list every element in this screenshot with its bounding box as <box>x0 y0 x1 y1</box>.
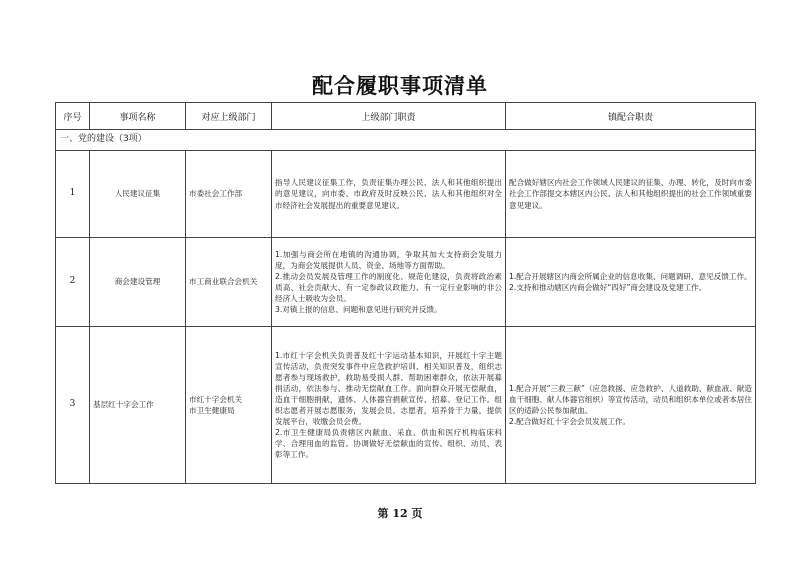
item-name: 商会建设管理 <box>90 238 186 327</box>
header-seq: 序号 <box>56 103 90 130</box>
duty-paragraph: 指导人民建议征集工作，负责征集办理公民、法人和其他组织提出的意见建议，向市委、市政府及时反映公民、法人和其他组织对全市经济社会发展提出的重要意见建议。 <box>275 178 502 210</box>
row-number: 2 <box>56 238 90 327</box>
row-number: 3 <box>56 327 90 484</box>
duty-table <box>55 102 756 484</box>
item-name: 人民建议征集 <box>90 151 186 238</box>
town-duty <box>506 151 756 238</box>
superior-dept: 市工商业联合会机关 <box>186 238 272 327</box>
superior-duty <box>272 151 506 238</box>
header-item-name: 事项名称 <box>90 103 186 130</box>
superior-duty <box>272 238 506 327</box>
header-superior-duty: 上级部门职责 <box>272 103 506 130</box>
town-duty-paragraph: 配合做好辖区内社会工作领域人民建议的征集、办理、转化，及时向市委社会工作部提交本辖区内公民、法人和其他组织提出的社会工作领域重要意见建议。 <box>509 178 752 210</box>
superior-duty <box>272 327 506 484</box>
table-row <box>56 327 756 484</box>
duty-paragraph: 1.市红十字会机关负责普及红十字运动基本知识，开展红十字主题宣传活动，负责突发事件中应急救护培训、相关知识普及，组织志愿者参与现场救护，救助易受损人群、帮助困难群众，依法开展募捐活动，依法参与、推动无偿献血工作。面向群众开展无偿献血，造血干细胞捐献，遗体、人体器官捐献宣传、招募、登记工作。组织志愿者开展志愿服务，发展会员、志愿者，培养骨干力量，提供发展平台，收缴会员会费。 <box>275 350 502 427</box>
duty-paragraph: 2.市卫生健康局负责辖区内献血、采血、供血和医疗机构临床科学、合理用血的监管。协调做好无偿献血的宣传、组织、动员、表彰等工作。 <box>275 428 502 460</box>
item-name: 基层红十字会工作 <box>90 327 186 484</box>
table-row <box>56 238 756 327</box>
town-duty <box>506 327 756 484</box>
duty-paragraph: 1.加强与商会所在地镇的沟通协调，争取其加大支持商会发展力度，为商会发展提供人员、资金、场地等方面帮助。 <box>275 249 502 270</box>
town-duty-paragraph: 2.支持和推动辖区内商会做好“四好”商会建设及党建工作。 <box>509 283 707 292</box>
section-title: 一、党的建设（3项） <box>56 130 756 151</box>
section-row <box>56 130 756 151</box>
row-number: 1 <box>56 151 90 238</box>
header-superior-dept: 对应上级部门 <box>186 103 272 130</box>
duty-paragraph: 2.推动会员发展及管理工作的制度化、规范化建设，负责将政治素质高、社会贡献大、有一定参政议政能力、有一定行业影响的非公经济人士吸收为会员。 <box>275 271 502 304</box>
town-duty-paragraph: 1.配合开展“三救三献”（应急救援、应急救护、人道救助、献血液、献造血干细胞、献人体器官组织）等宣传活动，动员和组织本单位或者本居住区的适龄公民参加献血。 <box>509 383 752 415</box>
header-town-duty: 镇配合职责 <box>506 103 756 130</box>
town-duty-paragraph: 1.配合开展辖区内商会所属企业的信息收集、问题调研、意见反馈工作。 <box>509 271 752 281</box>
document-title: 配合履职事项清单 <box>312 73 488 98</box>
table-header-row <box>56 103 756 130</box>
page-number: 第 12 页 <box>377 507 423 520</box>
town-duty-paragraph: 2.配合做好红十字会会员发展工作。 <box>509 417 631 427</box>
superior-dept: 市红十字会机关 市卫生健康局 <box>186 327 272 484</box>
town-duty <box>506 238 756 327</box>
superior-dept: 市委社会工作部 <box>186 151 272 238</box>
duty-paragraph: 3.对镇上报的信息、问题和意见进行研究并反馈。 <box>275 305 442 315</box>
table-row <box>56 151 756 238</box>
